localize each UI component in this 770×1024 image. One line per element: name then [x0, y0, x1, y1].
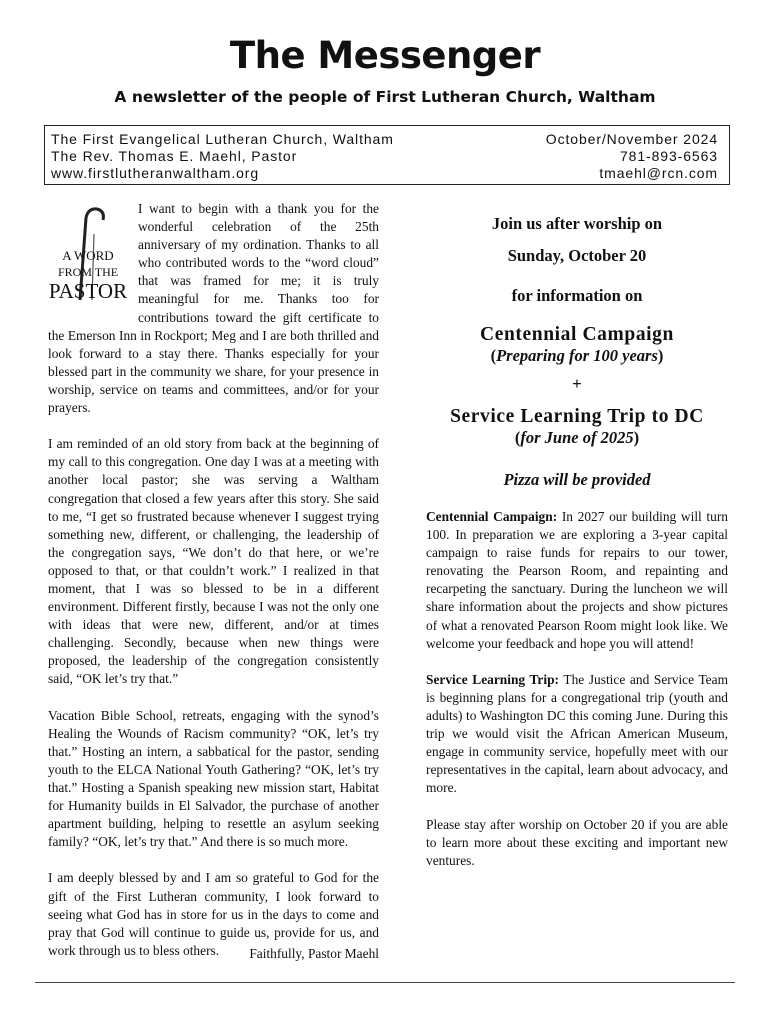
announcement-line-2: Sunday, October 20 [507, 246, 647, 265]
pastor-email: tmaehl@rcn.com [599, 165, 718, 181]
pizza-note [426, 470, 728, 490]
church-phone: 781-893-6563 [620, 148, 718, 164]
word-from-pastor-logo [48, 204, 130, 310]
letter-paragraph-4: I am deeply blessed by and I am so grateful to God for the gift of the First Lutheran community, I look forward to seeing what God has in store for us in the days to come and pray that God will continue to guide us, provide for us, and work through us to bless others. [48, 870, 379, 958]
logo-text-line2: FROM THE [57, 265, 119, 279]
letter-paragraph-2: I am reminded of an old story from back at the beginning of my call to this congregation. One day I was at a meeting with another local pastor; she was serving a Waltham congregation that closed a few years after this story. She said to me, “I get so frustrated because whenever I suggest trying something new, different, or challenging, the leadership of the congregation says, “We don’t do that here, or we’re opposed to that, or that couldn’t work.” I realized in that moment, that I was so blessed to be in a different environment. Different firstly, because I was not the only one with ideas that were new, different, and/or at times challenging. Secondly, because when new things were proposed, the leadership of the congregation consistently said, “OK let’s try that.” [48, 436, 379, 687]
campaign-subtitle: (Preparing for 100 years) [490, 346, 664, 365]
church-info-left [51, 131, 394, 182]
footer-divider [35, 982, 735, 983]
centennial-label: Centennial Campaign: [426, 509, 558, 524]
trip-subtitle-text: for June of 2025 [520, 428, 634, 447]
campaign-subtitle-text: Preparing for 100 years [496, 346, 658, 365]
announcement-line-1: Join us after worship on [491, 214, 663, 233]
church-info-right [546, 131, 718, 182]
church-info-box [44, 125, 730, 185]
issue-date: October/November 2024 [545, 131, 718, 147]
letter-paragraph-1: I want to begin with a thank you for the wonderful celebration of the 25th anniversary of my ordination. Thanks to all who contributed words to the “word cloud” that was framed for me; it is truly meaningful for me. Thanks too for contributions toward the gift certificate to the Emerson Inn in Rockport; Meg and I are both thrilled and look forward to a stay there. Thanks especially for your blessed part in the community we share, for your presence in worship, service on teams and committees, and/or for your prayers. [48, 201, 379, 416]
trip-subtitle: (for June of 2025) [514, 428, 640, 447]
trip-text: The Justice and Service Team is beginning plans for a congregational trip (youth and adults) to Washington DC this coming June. During this trip we would visit the African American Museum, engage in community service, hopefully meet with our representatives in the capital, learn about advocacy, and more. [426, 671, 728, 796]
announcement-column [426, 214, 728, 888]
church-website: www.firstlutheranwaltham.org [51, 165, 260, 181]
newsletter-title: The Messenger [229, 34, 541, 77]
letter-paragraph-3: Vacation Bible School, retreats, engaging with the synod’s Healing the Wounds of Racism community? “OK, let’s try that.” Hosting an intern, a sabbatical for the pastor, sending youth to the ELCA National Youth Gathering? “OK, let’s try that.” Hosting a Spanish speaking new mission start, Habitat for Humanity builds in El Salvador, the purchase of another apartment building, helping to resettle an asylum seeking family? “OK, let’s try that.” And there is so much more. [48, 707, 379, 850]
newsletter-subtitle: A newsletter of the people of First Lutheran Church, Waltham [114, 88, 656, 106]
pizza-note-text: Pizza will be provided [503, 470, 651, 489]
closing-paragraph: Please stay after worship on October 20 if you are able to learn more about these exciting and important new ventures. [426, 816, 728, 868]
announcement-line-3: for information on [511, 286, 643, 305]
church-name: The First Evangelical Lutheran Church, Waltham [51, 131, 394, 147]
pastor-letter [48, 200, 379, 978]
logo-text-line3: PASTOR [48, 279, 128, 303]
pastor-name: The Rev. Thomas E. Maehl, Pastor [51, 148, 298, 164]
campaign-title: Centennial Campaign [480, 324, 674, 345]
trip-paragraph [426, 671, 728, 798]
logo-text-line1: A WORD [62, 248, 114, 263]
centennial-text: In 2027 our building will turn 100. In preparation we are exploring a 3-year capital campaign to raise funds for repairs to our tower, renovating the Pearson Room, and repainting and recarpeting the sanctuary. During the luncheon we will share information about the projects and show pictures of what a renovated Pearson Room might look like. We welcome your feedback and hope you will attend! [426, 509, 728, 651]
centennial-paragraph [426, 508, 728, 653]
plus-sign: + [572, 374, 582, 393]
trip-title: Service Learning Trip to DC [450, 406, 704, 427]
trip-label: Service Learning Trip: [426, 671, 559, 687]
letter-signature: Faithfully, Pastor Maehl [249, 946, 379, 961]
